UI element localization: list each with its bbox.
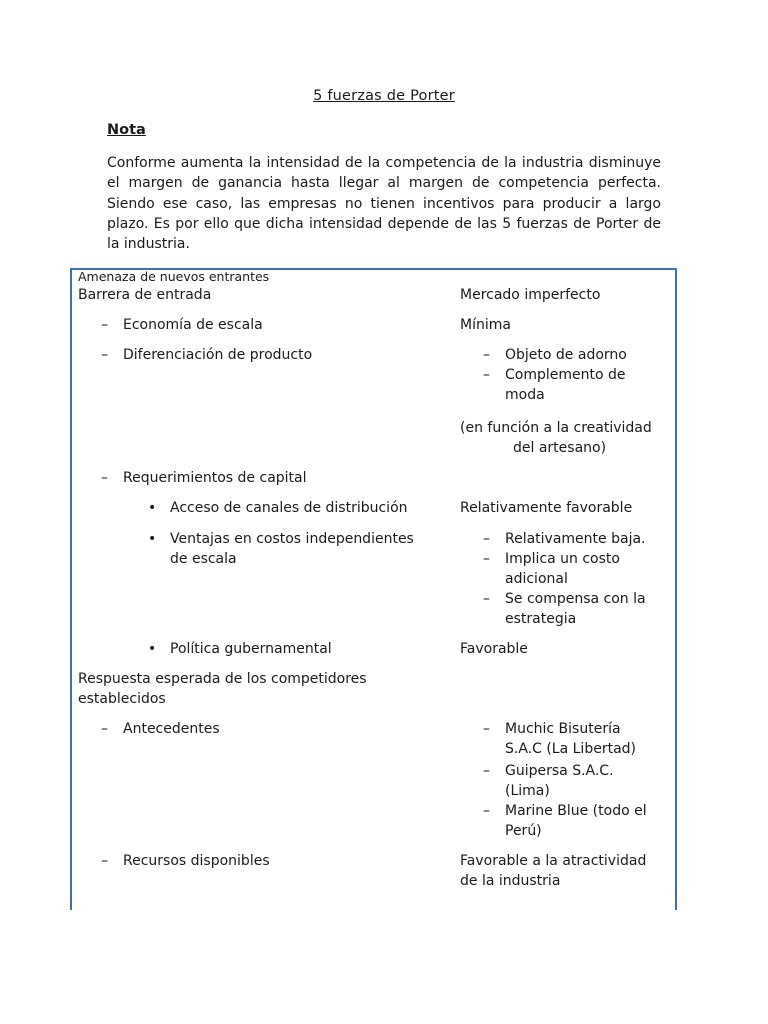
politica-value: Favorable	[460, 641, 528, 657]
respuesta-label: Respuesta esperada de los competidores	[78, 671, 367, 687]
intro-paragraph: Conforme aumenta la intensidad de la competencia de la industria disminuye el margen de ganancia hasta llegar al margen de competencia perfecta. Siendo ese caso, las empresas no tienen incentivos para producir a largo plazo. Es por ello que dicha intensidad depende de las 5 fuerzas de Porter de la industria.	[107, 155, 661, 253]
funcion-note-cont: del artesano)	[513, 440, 607, 456]
recursos-label: – Recursos disponibles	[123, 851, 270, 871]
table-header: Amenaza de nuevos entrantes	[78, 269, 270, 284]
economia-value: Mínima	[460, 317, 511, 333]
ventajas-label: • Ventajas en costos independientes	[170, 529, 414, 549]
acceso-label: • Acceso de canales de distribución	[170, 498, 408, 518]
complemento-value-cont: moda	[505, 387, 545, 403]
ventajas-label-cont: de escala	[170, 551, 237, 567]
complemento-value: – Complemento de	[505, 365, 626, 385]
economia-label: – Economía de escala	[123, 315, 263, 335]
recursos-value: Favorable a la atractividad	[460, 853, 647, 869]
guipersa-value-cont: (Lima)	[505, 783, 550, 799]
document-title: 5 fuerzas de Porter	[313, 88, 455, 104]
barrera-label: Barrera de entrada	[78, 287, 212, 303]
guipersa-value: – Guipersa S.A.C.	[505, 761, 614, 781]
funcion-note: (en función a la creatividad	[460, 420, 652, 436]
rel-baja-value: – Relativamente baja.	[505, 529, 646, 549]
marine-value: – Marine Blue (todo el	[505, 801, 647, 821]
note-heading: Nota	[107, 122, 146, 138]
politica-label: • Política gubernamental	[170, 639, 332, 659]
marine-value-cont: Perú)	[505, 823, 542, 839]
implica-value: – Implica un costo	[505, 549, 620, 569]
muchic-value: – Muchic Bisutería	[505, 719, 621, 739]
compensa-value-cont: estrategia	[505, 611, 577, 627]
implica-value-cont: adicional	[505, 571, 568, 587]
recursos-value-cont: de la industria	[460, 873, 561, 889]
respuesta-label-cont: establecidos	[78, 691, 166, 707]
diferenciacion-label: – Diferenciación de producto	[123, 345, 312, 365]
requerimientos-label: – Requerimientos de capital	[123, 468, 307, 488]
mercado-value: Mercado imperfecto	[460, 287, 601, 303]
muchic-value-cont: S.A.C (La Libertad)	[505, 741, 636, 757]
compensa-value: – Se compensa con la	[505, 589, 646, 609]
antecedentes-label: – Antecedentes	[123, 719, 220, 739]
acceso-value: Relativamente favorable	[460, 500, 633, 516]
objeto-value: – Objeto de adorno	[505, 345, 627, 365]
